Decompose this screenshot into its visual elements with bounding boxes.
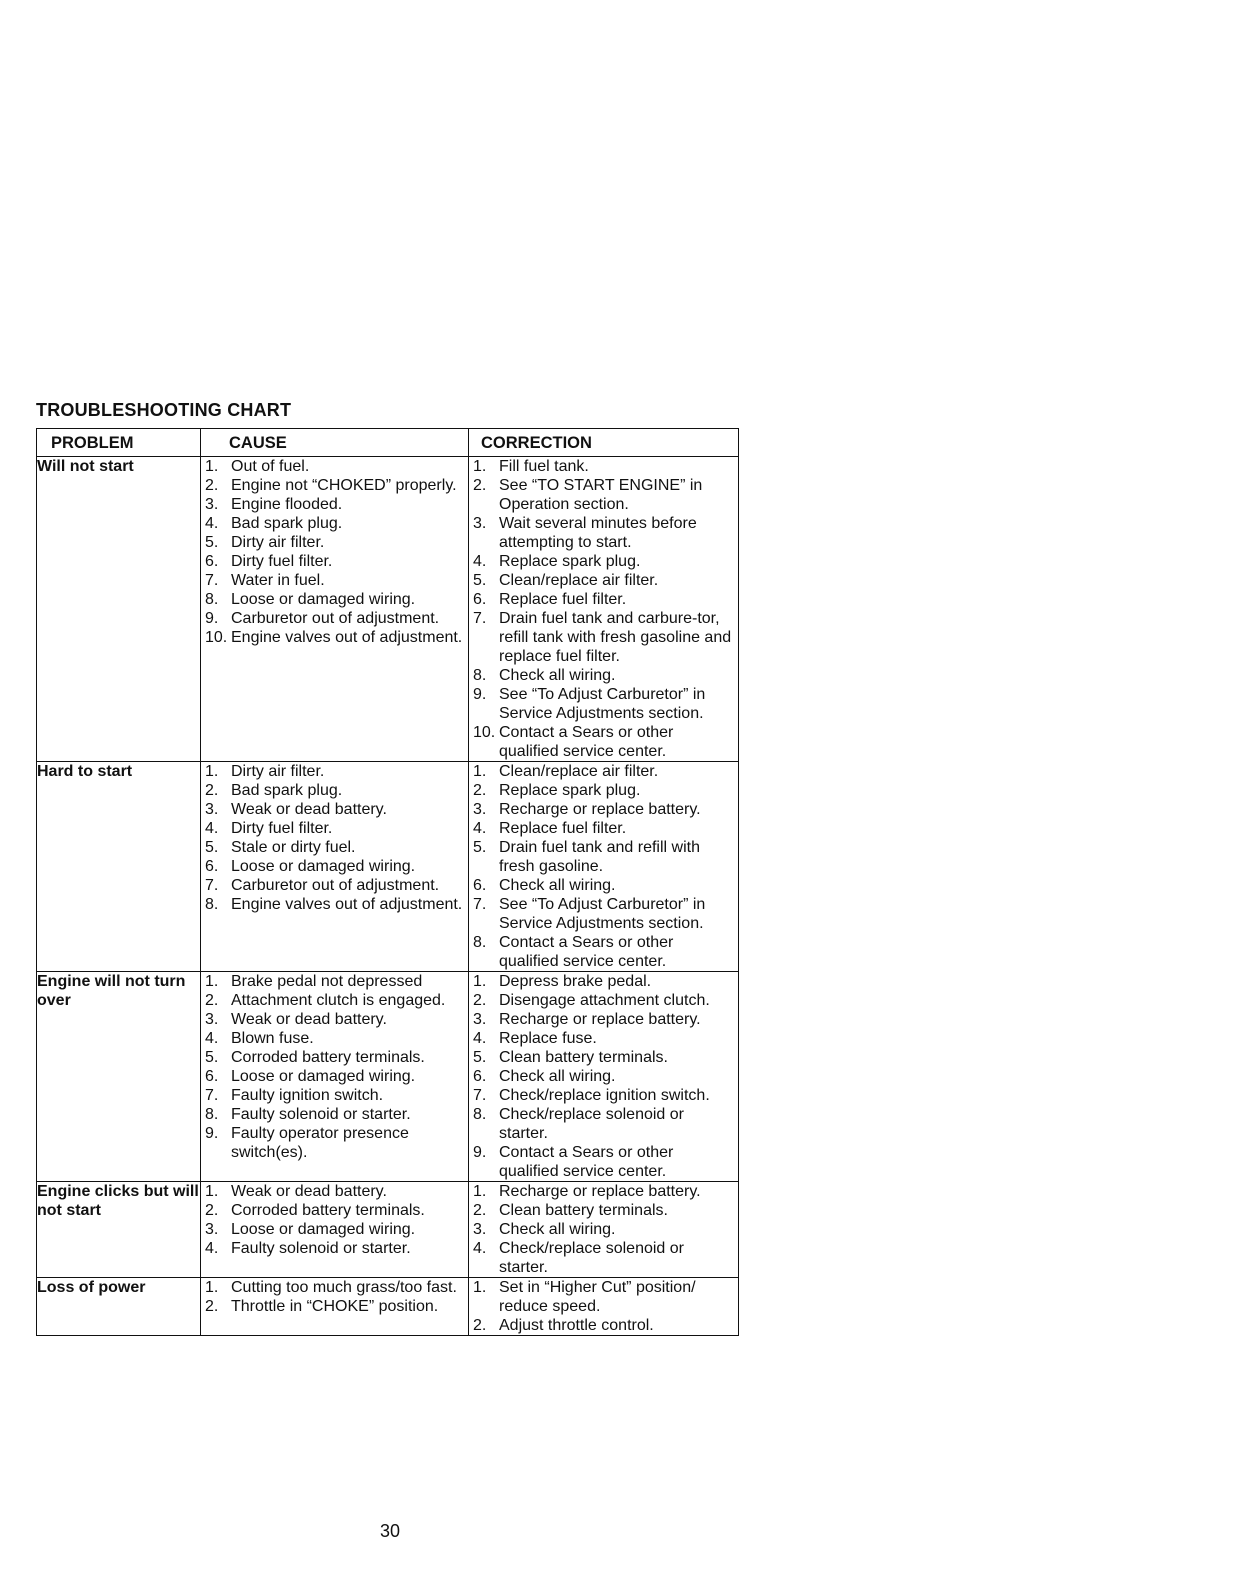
item-number: 7. (205, 1087, 219, 1104)
item-number: 5. (473, 1049, 487, 1066)
item-text: Engine not “CHOKED” properly. (231, 477, 457, 494)
item-number: 3. (473, 515, 487, 532)
list-item (201, 514, 468, 533)
item-number: 10. (205, 629, 228, 646)
item-number: 5. (473, 839, 487, 856)
problem-cell: Engine clicks but will not start (37, 1182, 201, 1278)
item-text: Bad spark plug. (231, 515, 343, 532)
item-text: Contact a Sears or other qualified service center. (499, 1144, 674, 1180)
item-text: Blown fuse. (231, 1030, 314, 1047)
item-number: 6. (205, 553, 219, 570)
item-text: Corroded battery terminals. (231, 1202, 425, 1219)
page-number: 30 (380, 1521, 401, 1541)
table-row (37, 762, 739, 972)
list-item (469, 1316, 738, 1335)
item-number: 7. (473, 1087, 487, 1104)
header-correction: CORRECTION (469, 429, 739, 457)
item-number: 6. (205, 858, 219, 875)
correction-cell (469, 1182, 739, 1278)
item-text: Corroded battery terminals. (231, 1049, 425, 1066)
item-number: 4. (473, 553, 487, 570)
list-item (469, 457, 738, 476)
list-item (469, 1182, 738, 1201)
list-item (201, 1124, 468, 1162)
item-number: 3. (473, 1221, 487, 1238)
item-number: 1. (473, 458, 487, 475)
item-text: Engine valves out of adjustment. (231, 896, 463, 913)
item-number: 7. (205, 572, 219, 589)
item-text: Wait several minutes before attempting to start. (499, 515, 697, 551)
item-number: 9. (205, 1125, 219, 1142)
item-text: Faulty solenoid or starter. (231, 1106, 411, 1123)
list-item (469, 800, 738, 819)
list-item (201, 495, 468, 514)
list-item (469, 838, 738, 876)
item-number: 2. (205, 1298, 219, 1315)
list-item (201, 895, 468, 914)
item-number: 2. (205, 782, 219, 799)
item-number: 1. (473, 1183, 487, 1200)
list-item (201, 819, 468, 838)
cause-cell (201, 972, 469, 1182)
list-item (201, 1201, 468, 1220)
correction-list (469, 1278, 738, 1335)
item-text: Stale or dirty fuel. (231, 839, 356, 856)
item-text: Weak or dead battery. (231, 801, 387, 818)
item-text: Check all wiring. (499, 877, 616, 894)
list-item (201, 1086, 468, 1105)
item-number: 6. (473, 1068, 487, 1085)
correction-cell (469, 762, 739, 972)
list-item (201, 476, 468, 495)
item-number: 3. (205, 496, 219, 513)
item-number: 2. (473, 1317, 487, 1334)
item-text: Loose or damaged wiring. (231, 1068, 416, 1085)
item-number: 7. (473, 896, 487, 913)
item-number: 1. (205, 763, 219, 780)
item-text: Recharge or replace battery. (499, 801, 701, 818)
list-item (201, 571, 468, 590)
item-number: 4. (473, 820, 487, 837)
item-text: Engine valves out of adjustment. (231, 629, 463, 646)
item-number: 5. (205, 534, 219, 551)
item-number: 9. (473, 686, 487, 703)
item-number: 6. (473, 591, 487, 608)
item-number: 5. (205, 1049, 219, 1066)
item-number: 2. (473, 782, 487, 799)
item-number: 1. (205, 1279, 219, 1296)
item-number: 8. (473, 1106, 487, 1123)
item-text: Dirty air filter. (231, 763, 325, 780)
item-number: 4. (205, 1240, 219, 1257)
list-item (469, 781, 738, 800)
item-text: Recharge or replace battery. (499, 1011, 701, 1028)
list-item (201, 1278, 468, 1297)
list-item (469, 590, 738, 609)
item-text: Set in “Higher Cut” position/ reduce speed. (499, 1279, 696, 1315)
list-item (469, 514, 738, 552)
table-row (37, 457, 739, 762)
correction-list (469, 762, 738, 971)
item-number: 6. (473, 877, 487, 894)
item-number: 4. (205, 515, 219, 532)
problem-cell: Engine will not turn over (37, 972, 201, 1182)
item-number: 4. (205, 1030, 219, 1047)
item-number: 1. (473, 763, 487, 780)
item-number: 2. (473, 992, 487, 1009)
item-text: Throttle in “CHOKE” position. (231, 1298, 439, 1315)
item-text: Replace fuel filter. (499, 820, 627, 837)
list-item (201, 1297, 468, 1316)
item-text: Loose or damaged wiring. (231, 858, 416, 875)
chart-title: TROUBLESHOOTING CHART (36, 400, 292, 420)
list-item (201, 838, 468, 857)
item-text: Drain fuel tank and refill with fresh gasoline. (499, 839, 700, 875)
item-text: Check all wiring. (499, 667, 616, 684)
list-item (469, 1048, 738, 1067)
list-item (201, 609, 468, 628)
correction-cell (469, 972, 739, 1182)
table-row (37, 1278, 739, 1336)
item-number: 8. (473, 667, 487, 684)
item-text: Contact a Sears or other qualified service center. (499, 724, 674, 760)
item-number: 7. (473, 610, 487, 627)
list-item (201, 972, 468, 991)
item-text: See “To Adjust Carburetor” in Service Adjustments section. (499, 686, 706, 722)
item-text: Check all wiring. (499, 1221, 616, 1238)
list-item (469, 895, 738, 933)
item-text: Adjust throttle control. (499, 1317, 654, 1334)
item-text: Weak or dead battery. (231, 1011, 387, 1028)
item-text: Replace fuse. (499, 1030, 597, 1047)
item-text: Brake pedal not depressed (231, 973, 423, 990)
item-text: Attachment clutch is engaged. (231, 992, 446, 1009)
item-text: Water in fuel. (231, 572, 325, 589)
item-number: 6. (205, 1068, 219, 1085)
list-item (469, 1105, 738, 1143)
item-text: Check all wiring. (499, 1068, 616, 1085)
item-text: Cutting too much grass/too fast. (231, 1279, 457, 1296)
list-item (201, 457, 468, 476)
list-item (201, 1067, 468, 1086)
list-item (201, 762, 468, 781)
item-text: Carburetor out of adjustment. (231, 877, 440, 894)
list-item (201, 781, 468, 800)
list-item (201, 552, 468, 571)
item-number: 3. (205, 1011, 219, 1028)
item-number: 8. (205, 1106, 219, 1123)
item-text: Dirty fuel filter. (231, 820, 333, 837)
list-item (469, 1201, 738, 1220)
list-item (201, 1048, 468, 1067)
list-item (469, 1086, 738, 1105)
item-text: Check/replace ignition switch. (499, 1087, 710, 1104)
item-text: Check/replace solenoid or starter. (499, 1106, 684, 1142)
item-text: Faulty ignition switch. (231, 1087, 384, 1104)
problem-cell: Will not start (37, 457, 201, 762)
item-number: 4. (473, 1240, 487, 1257)
list-item (201, 628, 468, 647)
item-number: 3. (205, 801, 219, 818)
item-text: Check/replace solenoid or starter. (499, 1240, 684, 1276)
cause-list (201, 972, 468, 1162)
item-text: Clean battery terminals. (499, 1202, 668, 1219)
list-item (469, 991, 738, 1010)
list-item (469, 1239, 738, 1277)
correction-list (469, 457, 738, 761)
item-number: 7. (205, 877, 219, 894)
troubleshooting-table (36, 428, 739, 1336)
item-number: 5. (473, 572, 487, 589)
item-text: See “To Adjust Carburetor” in Service Adjustments section. (499, 896, 706, 932)
list-item (469, 762, 738, 781)
list-item (469, 876, 738, 895)
list-item (469, 819, 738, 838)
table-body (37, 457, 739, 1336)
item-number: 8. (473, 934, 487, 951)
correction-list (469, 972, 738, 1181)
item-number: 4. (473, 1030, 487, 1047)
item-text: Drain fuel tank and carbure-tor, refill tank with fresh gasoline and replace fuel filter. (499, 610, 732, 665)
item-number: 2. (205, 992, 219, 1009)
item-number: 2. (205, 477, 219, 494)
item-text: Dirty fuel filter. (231, 553, 333, 570)
problem-cell: Hard to start (37, 762, 201, 972)
item-text: Clean/replace air filter. (499, 763, 659, 780)
list-item (201, 857, 468, 876)
list-item (469, 666, 738, 685)
cause-list (201, 1278, 468, 1316)
list-item (201, 1029, 468, 1048)
item-number: 5. (205, 839, 219, 856)
item-text: Disengage attachment clutch. (499, 992, 710, 1009)
item-number: 4. (205, 820, 219, 837)
list-item (469, 723, 738, 761)
item-text: Weak or dead battery. (231, 1183, 387, 1200)
list-item (469, 1010, 738, 1029)
list-item (469, 933, 738, 971)
cause-cell (201, 1182, 469, 1278)
problem-cell: Loss of power (37, 1278, 201, 1336)
item-text: Replace spark plug. (499, 782, 641, 799)
item-number: 1. (205, 458, 219, 475)
list-item (201, 991, 468, 1010)
item-number: 9. (473, 1144, 487, 1161)
list-item (469, 1029, 738, 1048)
item-text: Recharge or replace battery. (499, 1183, 701, 1200)
list-item (469, 609, 738, 666)
list-item (201, 1182, 468, 1201)
cause-cell (201, 1278, 469, 1336)
list-item (201, 800, 468, 819)
cause-cell (201, 762, 469, 972)
cause-list (201, 457, 468, 647)
item-number: 1. (473, 973, 487, 990)
correction-cell (469, 1278, 739, 1336)
list-item (201, 1239, 468, 1258)
list-item (469, 1278, 738, 1316)
item-number: 1. (473, 1279, 487, 1296)
correction-list (469, 1182, 738, 1277)
list-item (469, 571, 738, 590)
item-number: 2. (473, 1202, 487, 1219)
item-number: 1. (205, 1183, 219, 1200)
list-item (469, 685, 738, 723)
item-text: Dirty air filter. (231, 534, 325, 551)
table-row (37, 1182, 739, 1278)
item-text: Depress brake pedal. (499, 973, 652, 990)
item-text: Clean battery terminals. (499, 1049, 668, 1066)
item-number: 1. (205, 973, 219, 990)
item-text: Replace spark plug. (499, 553, 641, 570)
item-text: Fill fuel tank. (499, 458, 589, 475)
item-number: 3. (473, 801, 487, 818)
item-number: 2. (205, 1202, 219, 1219)
item-number: 2. (473, 477, 487, 494)
header-row (37, 429, 739, 457)
correction-cell (469, 457, 739, 762)
list-item (469, 476, 738, 514)
item-text: Faulty solenoid or starter. (231, 1240, 411, 1257)
item-text: Contact a Sears or other qualified service center. (499, 934, 674, 970)
item-text: Loose or damaged wiring. (231, 1221, 416, 1238)
item-text: Loose or damaged wiring. (231, 591, 416, 608)
item-number: 8. (205, 591, 219, 608)
item-text: Bad spark plug. (231, 782, 343, 799)
item-text: Clean/replace air filter. (499, 572, 659, 589)
list-item (469, 1220, 738, 1239)
item-text: Faulty operator presence switch(es). (231, 1125, 409, 1161)
list-item (469, 1067, 738, 1086)
item-number: 10. (473, 724, 496, 741)
item-text: Carburetor out of adjustment. (231, 610, 440, 627)
list-item (469, 972, 738, 991)
list-item (201, 876, 468, 895)
item-text: Replace fuel filter. (499, 591, 627, 608)
cause-list (201, 1182, 468, 1258)
list-item (201, 1010, 468, 1029)
list-item (469, 1143, 738, 1181)
list-item (201, 533, 468, 552)
list-item (201, 1220, 468, 1239)
item-number: 3. (473, 1011, 487, 1028)
item-text: Engine flooded. (231, 496, 343, 513)
item-number: 9. (205, 610, 219, 627)
item-text: Out of fuel. (231, 458, 310, 475)
header-problem: PROBLEM (37, 429, 201, 457)
item-text: See “TO START ENGINE” in Operation section. (499, 477, 703, 513)
list-item (469, 552, 738, 571)
cause-cell (201, 457, 469, 762)
cause-list (201, 762, 468, 914)
item-number: 3. (205, 1221, 219, 1238)
list-item (201, 1105, 468, 1124)
list-item (201, 590, 468, 609)
table-row (37, 972, 739, 1182)
header-cause: CAUSE (201, 429, 469, 457)
item-number: 8. (205, 896, 219, 913)
